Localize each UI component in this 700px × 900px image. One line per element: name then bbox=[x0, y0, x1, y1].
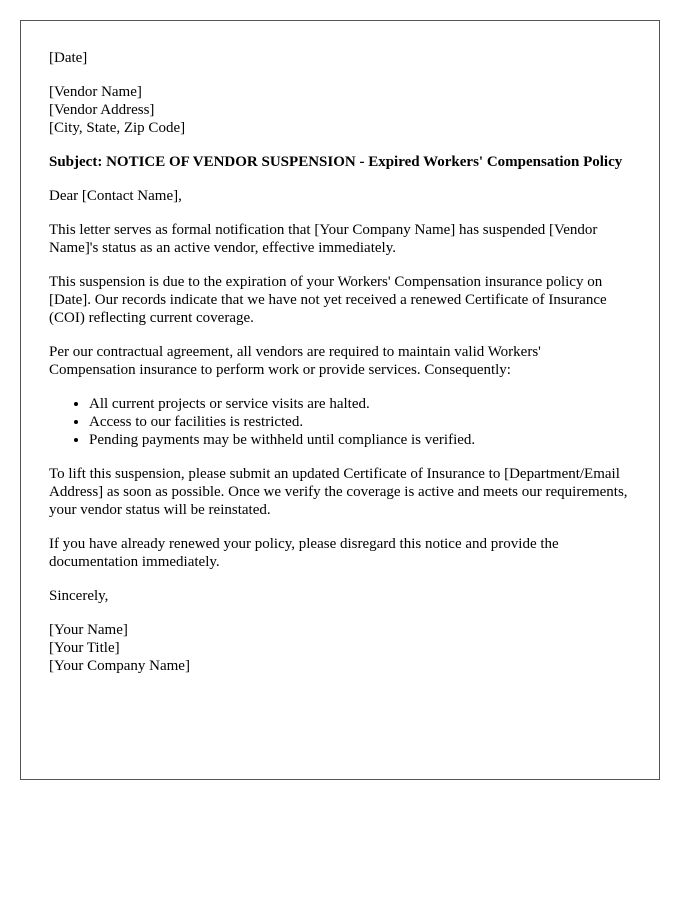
vendor-name: [Vendor Name] bbox=[49, 84, 142, 100]
signer-name: [Your Name] bbox=[49, 622, 128, 638]
paragraph-lift-suspension: To lift this suspension, please submit an updated Certificate of Insurance to [Department/Email Address] as soon as possible. Once we verify the coverage is active and meets our requirements, your vendor status will be reinstated. bbox=[49, 466, 628, 518]
letter-salutation: Dear [Contact Name], bbox=[49, 188, 182, 204]
paragraph-notification: This letter serves as formal notification that [Your Company Name] has suspended [Vendor Name]'s status as an active vendor, effective immediately. bbox=[49, 222, 598, 256]
signature-block bbox=[49, 621, 631, 675]
vendor-address-block bbox=[49, 83, 631, 137]
list-item: • Pending payments may be withheld until compliance is verified. bbox=[89, 431, 631, 449]
letter-date: [Date] bbox=[49, 50, 88, 66]
vendor-address: [Vendor Address] bbox=[49, 102, 155, 118]
paragraph-already-renewed: If you have already renewed your policy, please disregard this notice and provide the documentation immediately. bbox=[49, 536, 559, 570]
paragraph-reason: This suspension is due to the expiration of your Workers' Compensation insurance policy on [Date]. Our records indicate that we have not yet received a renewed Certificate of Insurance (COI) reflecting current coverage. bbox=[49, 274, 607, 326]
paragraph-requirement: Per our contractual agreement, all vendors are required to maintain valid Workers' Compensation insurance to perform work or provide services. Consequently: bbox=[49, 344, 541, 378]
signer-company: [Your Company Name] bbox=[49, 658, 190, 674]
letter-subject: Subject: NOTICE OF VENDOR SUSPENSION - Expired Workers' Compensation Policy bbox=[49, 154, 623, 170]
vendor-city-state-zip: [City, State, Zip Code] bbox=[49, 120, 186, 136]
signer-title: [Your Title] bbox=[49, 640, 120, 656]
consequences-list bbox=[49, 395, 631, 449]
list-item: • All current projects or service visits are halted. bbox=[89, 395, 631, 413]
letter-signoff: Sincerely, bbox=[49, 588, 109, 604]
letter-page bbox=[20, 20, 660, 780]
list-item: • Access to our facilities is restricted. bbox=[89, 413, 631, 431]
